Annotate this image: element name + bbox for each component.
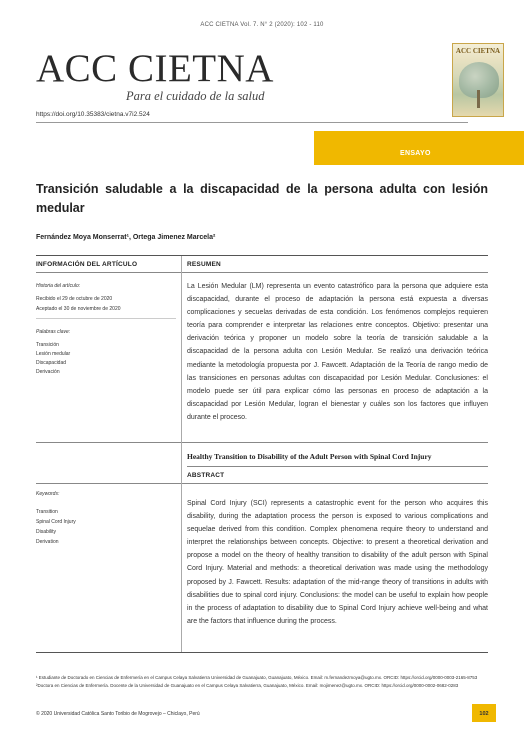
resumen-heading: RESUMEN — [187, 261, 221, 268]
keyword-es: Derivación — [36, 369, 60, 375]
footnote: ¹ Estudiante de Doctorado en Ciencias de Enfermería en el Campus Celaya Salvatierra Universidad de Guanajuato, Guanajuato, México. Email: m.fernandezmoya@ugto.mx. ORCID: https://orcid.org/0000-0003-2165-8753 — [36, 675, 478, 680]
cover-title: ACC CIETNA — [455, 47, 501, 55]
divider — [187, 466, 488, 467]
column-divider — [181, 256, 182, 652]
keyword-es: Discapacidad — [36, 360, 67, 366]
divider — [36, 272, 488, 273]
journal-cover-image — [452, 43, 504, 117]
history-label: Historia del artículo: — [36, 283, 81, 289]
section-label: ENSAYO — [400, 150, 431, 157]
article-title: Transición saludable a la discapacidad de la persona adulta con lesión medular — [36, 182, 488, 215]
journal-logo-subtitle: Para el cuidado de la salud — [126, 89, 265, 103]
abstract-text: Spinal Cord Injury (SCI) represents a catastrophic event for the person who acquires this disability, during the adaptation process the person is exposed to various complications and sequelae derived from this condition. Complex phenomena require theory to understand and interpret the relationships between concepts. Objective: to present a theoretical derivation and propose a model on the theory of healthy transition to disability of the adult person with Spinal Cord Injury. Material and methods: a theoretical derivation was made using the methodology proposed by J. Fawcett. Results: adaptation of the mid-range theory of transitions in adults with disabilities due to spinal cord injury. Conclusions: the model can be useful to explain how people in the process of adaptation to disability due to Spinal Cord Injury achieve well-being and what are the factors that influence during the process. — [187, 500, 488, 625]
page-number: 102 — [479, 711, 489, 717]
keyword-es: Lesión medular — [36, 351, 71, 357]
copyright: © 2020 Universidad Católica Santo Toribio de Mogrovejo – Chiclayo, Perú — [36, 711, 200, 717]
section-banner — [314, 131, 524, 165]
divider — [36, 442, 488, 443]
divider — [36, 483, 488, 484]
abstract-heading: ABSTRACT — [187, 472, 225, 479]
received-date: Recibido el 29 de octubre de 2020 — [36, 296, 113, 302]
keyword-en: Derivation — [36, 539, 59, 545]
resumen-text: La Lesión Medular (LM) representa un evento catastrófico para la persona que adquiere esta discapacidad, durante el proceso de adaptación la persona está expuesta a diversas complicaciones y secuelas derivadas de esta condición. Los fenómenos complejos requieren teoría para comprender e interpretar las relaciones entre conceptos. Objetivo: presentar una derivación teórica y proponer un modelo sobre la teoría de transición saludable a la discapacidad de la persona adulta con Lesión Medular. Se realizó una derivación teórica mediante la metodología propuesta por J. Fawcett. Adaptación de la Teoría de rango medio de las transiciones en personas adultas con discapacidad por Lesión Medular. Conclusiones: el modelo puede ser útil para explicar cómo las personas en proceso de adaptación a la discapacidad por Lesión Medular, logran el bienestar y cuáles son los factores que influyen durante el proceso. — [187, 283, 488, 421]
doi-link[interactable]: https://doi.org/10.35383/cietna.v7i2.524 — [36, 111, 150, 118]
keyword-en: Spinal Cord Injury — [36, 519, 76, 525]
keywords-es-label: Palabras clave: — [36, 329, 71, 335]
abstract-title: Healthy Transition to Disability of the Adult Person with Spinal Cord Injury — [187, 452, 432, 461]
keyword-es: Transición — [36, 342, 59, 348]
info-heading: INFORMACIÓN DEL ARTÍCULO — [36, 261, 138, 268]
journal-logo-title: ACC CIETNA — [36, 47, 274, 90]
running-head: ACC CIETNA Vol. 7. N° 2 (2020): 102 - 110 — [200, 22, 324, 28]
accepted-date: Aceptado el 30 de noviembre de 2020 — [36, 306, 121, 312]
article-authors: Fernández Moya Monserrat¹, Ortega Jimenez Marcela² — [36, 234, 216, 241]
keyword-en: Transition — [36, 509, 58, 515]
divider — [36, 255, 488, 256]
divider — [36, 122, 468, 123]
keyword-en: Disability — [36, 529, 57, 535]
footnotes — [36, 674, 488, 689]
footnote: ²Doctora en Ciencias de Enfermería. Docente de la Universidad de Guanajuato en el Campus Celaya Salvatierra, Guanajuato, México. Email: mojimenez@ugto.mx. ORCID: https://orcid.org/0000-0002-0682-0283 — [36, 682, 459, 688]
keywords-en-label: Keywords: — [36, 491, 60, 497]
divider — [36, 318, 176, 319]
divider — [36, 652, 488, 653]
cover-tree-trunk — [477, 90, 480, 108]
